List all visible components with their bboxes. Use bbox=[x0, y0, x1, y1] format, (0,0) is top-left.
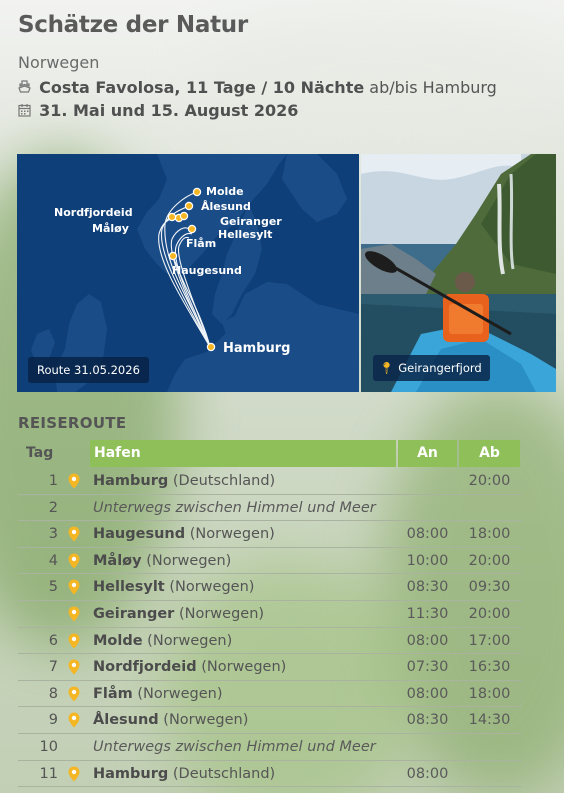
row-day: 8 bbox=[48, 685, 58, 702]
row-day: 2 bbox=[48, 499, 58, 516]
port-country: (Norwegen) bbox=[196, 659, 287, 676]
row-day: 11 bbox=[39, 765, 58, 782]
map-label-nordfjordeid: Nordfjordeid bbox=[54, 206, 133, 219]
location-pin-icon bbox=[68, 761, 82, 787]
map-label-haugesund: Haugesund bbox=[172, 264, 242, 277]
port-name: Nordfjordeid bbox=[93, 659, 197, 676]
page-title: Schätze der Natur bbox=[18, 12, 248, 38]
table-row bbox=[18, 468, 522, 495]
ship-icon bbox=[18, 80, 34, 97]
location-pin-icon bbox=[68, 574, 82, 600]
port-country: (Norwegen) bbox=[142, 632, 233, 649]
row-day: 1 bbox=[48, 473, 58, 489]
location-pin-icon bbox=[68, 601, 82, 627]
row-arrive: 08:30 bbox=[406, 579, 449, 596]
row-depart: 16:30 bbox=[468, 659, 511, 676]
column-header-port: Hafen bbox=[90, 440, 396, 467]
row-day: 4 bbox=[48, 552, 58, 569]
row-arrive: 08:00 bbox=[406, 765, 449, 782]
port-name: Haugesund bbox=[93, 526, 186, 543]
dates-info bbox=[18, 101, 298, 120]
row-port bbox=[93, 468, 275, 494]
ship-name: Costa Favolosa, 11 Tage / 10 Nächte bbox=[39, 78, 365, 97]
map-label-flam: Flåm bbox=[186, 237, 217, 250]
map-label-geiranger: Geiranger bbox=[220, 215, 282, 228]
row-depart bbox=[459, 761, 520, 787]
row-day: 9 bbox=[48, 712, 58, 729]
row-depart: 20:00 bbox=[468, 473, 511, 489]
row-depart bbox=[459, 734, 520, 760]
travel-dates: 31. Mai und 15. August 2026 bbox=[39, 101, 299, 120]
row-port bbox=[93, 548, 231, 574]
map-label-hamburg: Hamburg bbox=[223, 341, 291, 356]
table-row bbox=[18, 548, 522, 575]
row-depart: 20:00 bbox=[468, 606, 511, 622]
row-arrive: 08:00 bbox=[406, 685, 449, 702]
location-pin-icon: 📍︎ bbox=[379, 361, 395, 375]
row-port bbox=[93, 521, 275, 547]
photo-caption bbox=[373, 355, 490, 381]
row-depart: 09:30 bbox=[468, 579, 511, 596]
map-label-hellesylt: Hellesylt bbox=[218, 228, 273, 241]
row-day: 10 bbox=[39, 739, 58, 755]
table-row bbox=[18, 734, 522, 761]
row-port bbox=[93, 628, 232, 654]
row-arrive: 10:00 bbox=[406, 552, 449, 569]
port-country: (Norwegen) bbox=[174, 606, 265, 622]
port-country: (Norwegen) bbox=[185, 526, 275, 543]
row-arrive: 11:30 bbox=[406, 606, 449, 622]
column-header-day: Tag bbox=[26, 445, 54, 461]
row-sea-day bbox=[93, 495, 376, 521]
table-row bbox=[18, 761, 522, 788]
map-label-maloy: Måløy bbox=[92, 222, 129, 235]
row-port bbox=[93, 707, 248, 733]
row-arrive: 08:00 bbox=[406, 526, 449, 543]
row-day: 7 bbox=[48, 659, 58, 676]
row-depart: 14:30 bbox=[468, 712, 511, 729]
port-country: (Norwegen) bbox=[132, 685, 223, 702]
row-depart: 18:00 bbox=[468, 526, 511, 543]
port-country: (Norwegen) bbox=[164, 579, 255, 596]
row-port bbox=[93, 681, 222, 707]
route-date-label: Route 31.05.2026 bbox=[28, 357, 149, 383]
table-row bbox=[18, 707, 522, 734]
table-row bbox=[18, 495, 522, 522]
table-row bbox=[18, 521, 522, 548]
row-day: 3 bbox=[48, 526, 58, 543]
calendar-icon bbox=[18, 103, 34, 120]
port-name: Molde bbox=[93, 632, 143, 649]
location-pin-icon bbox=[68, 681, 82, 707]
row-depart bbox=[459, 495, 520, 521]
location-pin-icon bbox=[68, 548, 82, 574]
location-pin-icon bbox=[68, 707, 82, 733]
port-name: Hamburg bbox=[93, 473, 169, 489]
row-arrive bbox=[398, 495, 457, 521]
port-name: Måløy bbox=[93, 552, 142, 569]
location-pin-icon bbox=[68, 468, 82, 494]
column-header-depart: Ab bbox=[459, 440, 520, 467]
port-country: (Norwegen) bbox=[141, 552, 232, 569]
port-name: Geiranger bbox=[93, 606, 175, 622]
row-day: 6 bbox=[48, 632, 58, 649]
table-row bbox=[18, 681, 522, 708]
row-arrive bbox=[398, 734, 457, 760]
photo-caption-text: Geirangerfjord bbox=[398, 361, 482, 375]
ship-route: ab/bis Hamburg bbox=[364, 78, 497, 97]
port-country: (Deutschland) bbox=[168, 765, 276, 782]
row-depart: 18:00 bbox=[468, 685, 511, 702]
sea-day-text: Unterwegs zwischen Himmel und Meer bbox=[93, 739, 376, 755]
map-label-molde: Molde bbox=[206, 185, 244, 198]
port-country: (Deutschland) bbox=[168, 473, 276, 489]
port-country: (Norwegen) bbox=[158, 712, 249, 729]
row-port bbox=[93, 574, 254, 600]
port-name: Hamburg bbox=[93, 765, 169, 782]
table-row bbox=[18, 628, 522, 655]
table-row bbox=[18, 574, 522, 601]
row-arrive: 07:30 bbox=[406, 659, 449, 676]
row-arrive bbox=[398, 468, 457, 494]
location-pin-icon bbox=[68, 654, 82, 680]
row-port bbox=[93, 654, 286, 680]
route-map bbox=[17, 154, 359, 392]
page-subtitle: Norwegen bbox=[18, 53, 100, 72]
port-name: Flåm bbox=[93, 685, 133, 702]
fjord-photo bbox=[361, 154, 556, 392]
port-name: Hellesylt bbox=[93, 579, 165, 596]
location-pin-icon bbox=[68, 628, 82, 654]
column-header-arrive: An bbox=[398, 440, 457, 467]
port-name: Ålesund bbox=[93, 712, 159, 729]
row-depart: 20:00 bbox=[468, 552, 511, 569]
row-depart: 17:00 bbox=[468, 632, 511, 649]
table-row bbox=[18, 654, 522, 681]
section-title-itinerary: REISEROUTE bbox=[18, 414, 127, 432]
sea-day-text: Unterwegs zwischen Himmel und Meer bbox=[93, 499, 376, 516]
row-arrive: 08:30 bbox=[406, 712, 449, 729]
table-row bbox=[18, 601, 522, 628]
ship-info bbox=[18, 78, 497, 97]
row-day: 5 bbox=[48, 579, 58, 596]
row-sea-day bbox=[93, 734, 376, 760]
location-pin-icon bbox=[68, 521, 82, 547]
map-label-alesund: Ålesund bbox=[201, 200, 251, 213]
row-port bbox=[93, 761, 275, 787]
row-port bbox=[93, 601, 264, 627]
row-day bbox=[18, 601, 58, 627]
row-arrive: 08:00 bbox=[406, 632, 449, 649]
